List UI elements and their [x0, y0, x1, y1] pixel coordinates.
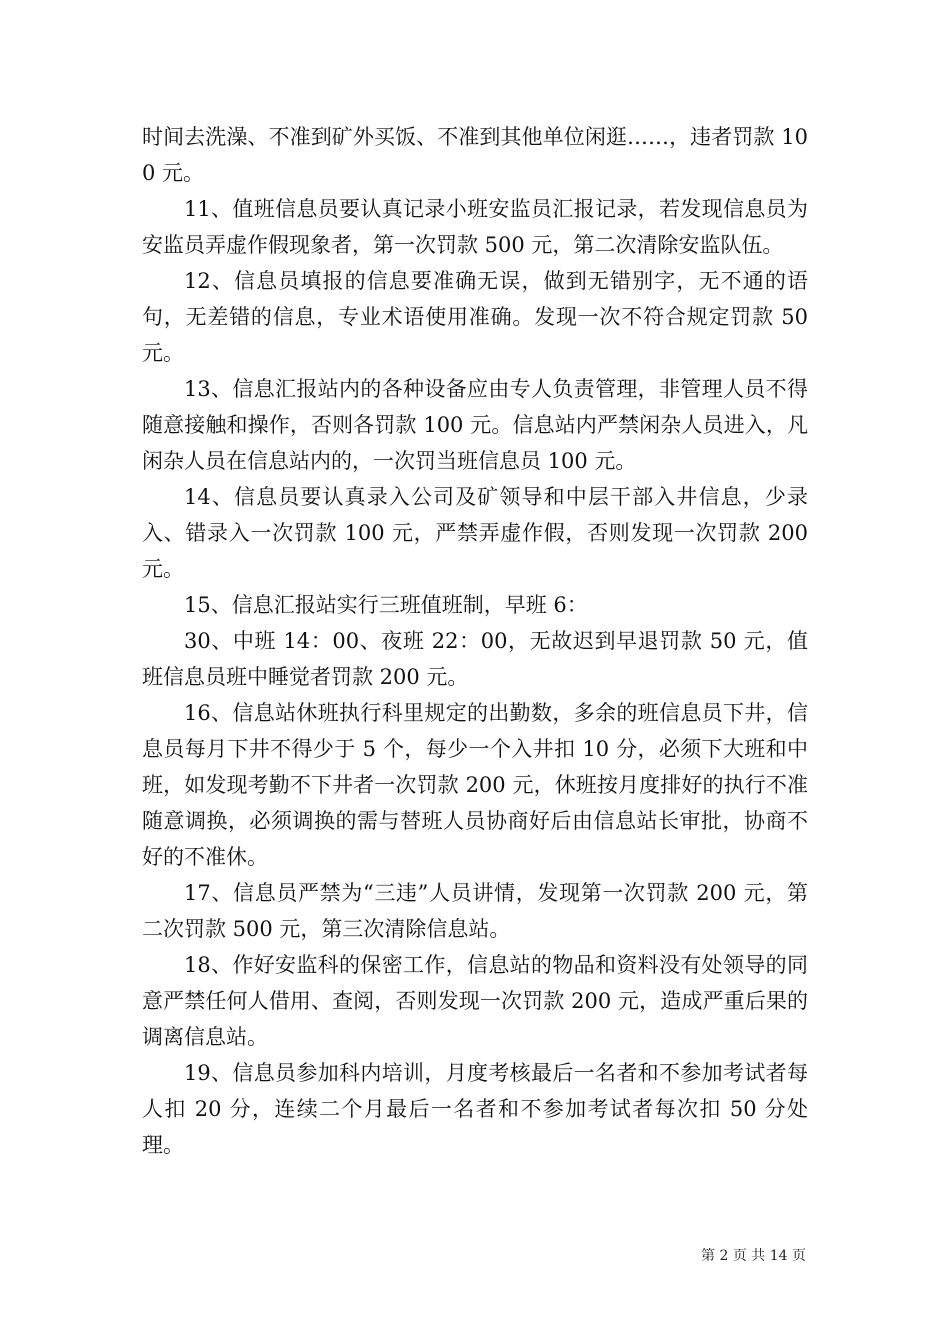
paragraph: 11、值班信息员要认真记录小班安监员汇报记录，若发现信息员为安监员弄虚作假现象者，第一次罚款 500 元，第二次清除安监队伍。 [142, 197, 808, 257]
paragraph: 时间去洗澡、不准到矿外买饭、不准到其他单位闲逛……，违者罚款 100 元。 [142, 125, 808, 185]
paragraph: 12、信息员填报的信息要准确无误，做到无错别字，无不通的语句，无差错的信息，专业术语使用准确。发现一次不符合规定罚款 50 元。 [142, 269, 808, 365]
document-body [142, 119, 808, 1163]
paragraph: 15、信息汇报站实行三班值班制，早班 6： [184, 593, 588, 617]
page-number-footer: 第 2 页 共 14 页 [701, 1248, 806, 1264]
paragraph: 17、信息员严禁为“三违”人员讲情，发现第一次罚款 200 元，第二次罚款 500 元，第三次清除信息站。 [142, 881, 808, 941]
paragraph: 14、信息员要认真录入公司及矿领导和中层干部入井信息，少录入、错录入一次罚款 100 元，严禁弄虚作假，否则发现一次罚款 200 元。 [142, 485, 808, 581]
paragraph: 19、信息员参加科内培训，月度考核最后一名者和不参加考试者每人扣 20 分，连续二个月最后一名者和不参加考试者每次扣 50 分处理。 [142, 1061, 808, 1157]
paragraph: 16、信息站休班执行科里规定的出勤数，多余的班信息员下井，信息员每月下井不得少于 5 个，每少一个入井扣 10 分，必须下大班和中班，如发现考勤不下井者一次罚款 200 元，休班按月度排好的执行不准随意调换，必须调换的需与替班人员协商好后由信息站长审批，协商不好的不准休。 [142, 701, 808, 869]
paragraph: 13、信息汇报站内的各种设备应由专人负责管理，非管理人员不得随意接触和操作，否则各罚款 100 元。信息站内严禁闲杂人员进入，凡闲杂人员在信息站内的，一次罚当班信息员 100 元。 [142, 377, 808, 473]
paragraph: 30、中班 14：00、夜班 22：00，无故迟到早退罚款 50 元，值班信息员班中睡觉者罚款 200 元。 [142, 629, 808, 689]
paragraph: 18、作好安监科的保密工作，信息站的物品和资料没有处领导的同意严禁任何人借用、查阅，否则发现一次罚款 200 元，造成严重后果的调离信息站。 [142, 953, 808, 1049]
